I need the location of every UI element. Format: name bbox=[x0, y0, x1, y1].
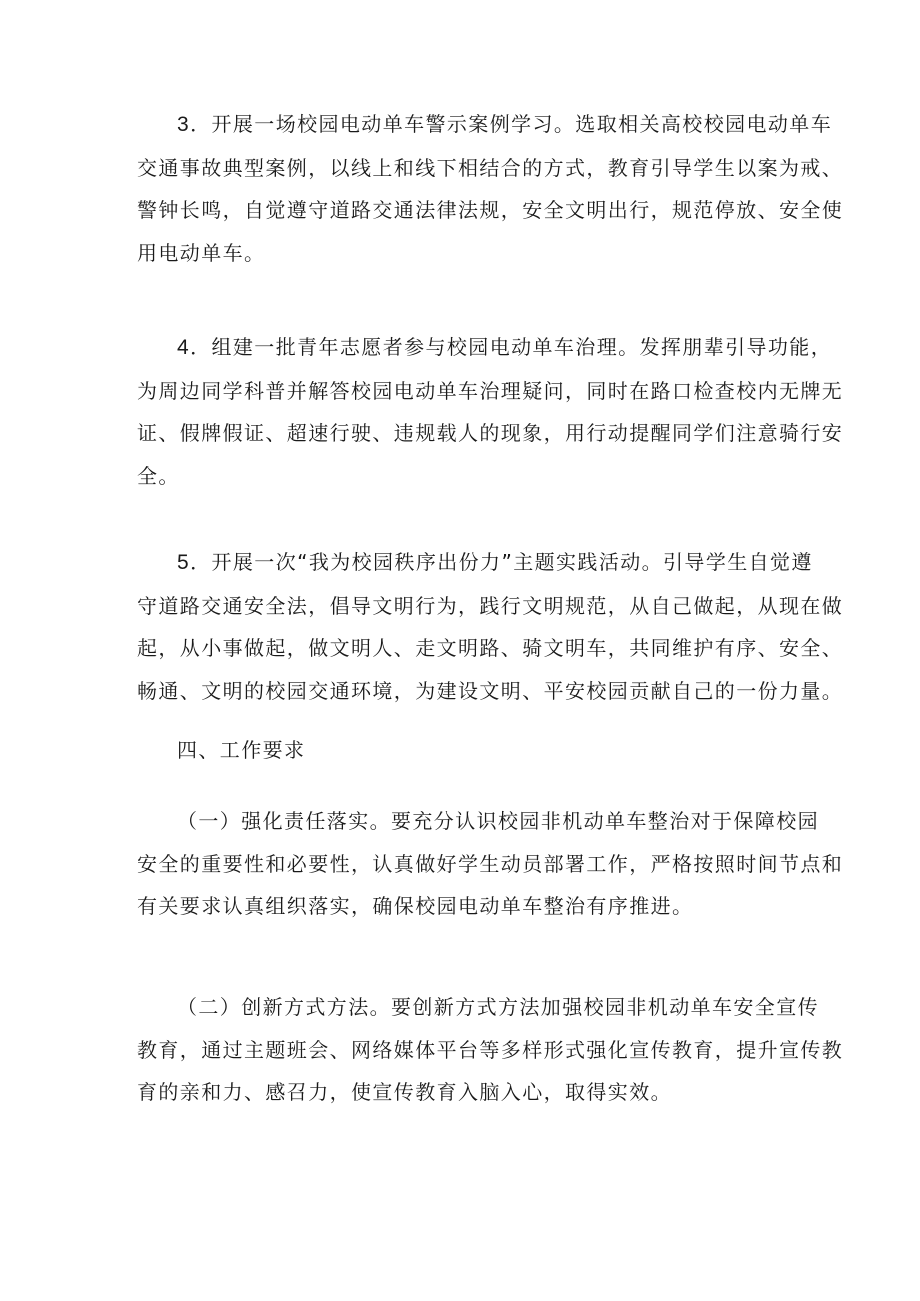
requirement-1-paragraph bbox=[137, 800, 844, 928]
requirement-1-line-1: （一）强化责任落实。要充分认识校园非机动单车整治对于保障校园 bbox=[177, 809, 819, 833]
requirement-1-line-3: 有关要求认真组织落实，确保校园电动单车整治有序推进。 bbox=[137, 894, 694, 918]
requirement-2-line-3: 育的亲和力、感召力，使宣传教育入脑入心，取得实效。 bbox=[137, 1080, 672, 1104]
requirement-2-line-2: 教育，通过主题班会、网络媒体平台等多样形式强化宣传教育，提升宣传教 bbox=[137, 1037, 844, 1062]
item-4-paragraph bbox=[137, 326, 844, 497]
item-3-line-3: 警钟长鸣，自觉遵守道路交通法律法规，安全文明出行，规范停放、安全使 bbox=[137, 198, 844, 222]
requirement-2-line-1: （二）创新方式方法。要创新方式方法加强校园非机动单车安全宣传 bbox=[177, 995, 819, 1019]
item-3-number: 3 bbox=[177, 113, 191, 136]
item-5-line-2: 守道路交通安全法，倡导文明行为，践行文明规范，从自己做起，从现在做 bbox=[137, 593, 844, 618]
item-5-number: 5 bbox=[177, 551, 191, 574]
item-4-line-1: 4．组建一批青年志愿者参与校园电动单车治理。发挥朋辈引导功能， bbox=[177, 335, 833, 359]
item-5-paragraph bbox=[137, 541, 844, 712]
item-4-line-4: 全。 bbox=[137, 463, 180, 488]
item-3-line-4: 用电动单车。 bbox=[137, 240, 266, 265]
item-3-paragraph bbox=[137, 103, 844, 274]
item-3-line-2: 交通事故典型案例，以线上和线下相结合的方式，教育引导学生以案为戒、 bbox=[137, 155, 844, 180]
item-4-line-3: 证、假牌假证、超速行驶、违规载人的现象，用行动提醒同学们注意骑行安 bbox=[137, 421, 844, 445]
item-4-line-2: 为周边同学科普并解答校园电动单车治理疑问，同时在路口检查校内无牌无 bbox=[137, 378, 844, 403]
requirement-2-paragraph bbox=[137, 986, 844, 1114]
item-5-line-3: 起，从小事做起，做文明人、走文明路、骑文明车，共同维护有序、安全、 bbox=[137, 636, 844, 660]
section-4-heading: 四、工作要求 bbox=[177, 738, 306, 762]
item-4-number: 4 bbox=[177, 336, 191, 359]
item-3-line-1: 3．开展一场校园电动单车警示案例学习。选取相关高校校园电动单车 bbox=[177, 112, 833, 136]
item-5-line-4: 畅通、文明的校园交通环境，为建设文明、平安校园贡献自己的一份力量。 bbox=[137, 678, 844, 703]
item-5-line-1: 5．开展一次“我为校园秩序出份力”主题实践活动。引导学生自觉遵 bbox=[177, 550, 813, 574]
requirement-1-line-2: 安全的重要性和必要性，认真做好学生动员部署工作，严格按照时间节点和 bbox=[137, 851, 844, 876]
